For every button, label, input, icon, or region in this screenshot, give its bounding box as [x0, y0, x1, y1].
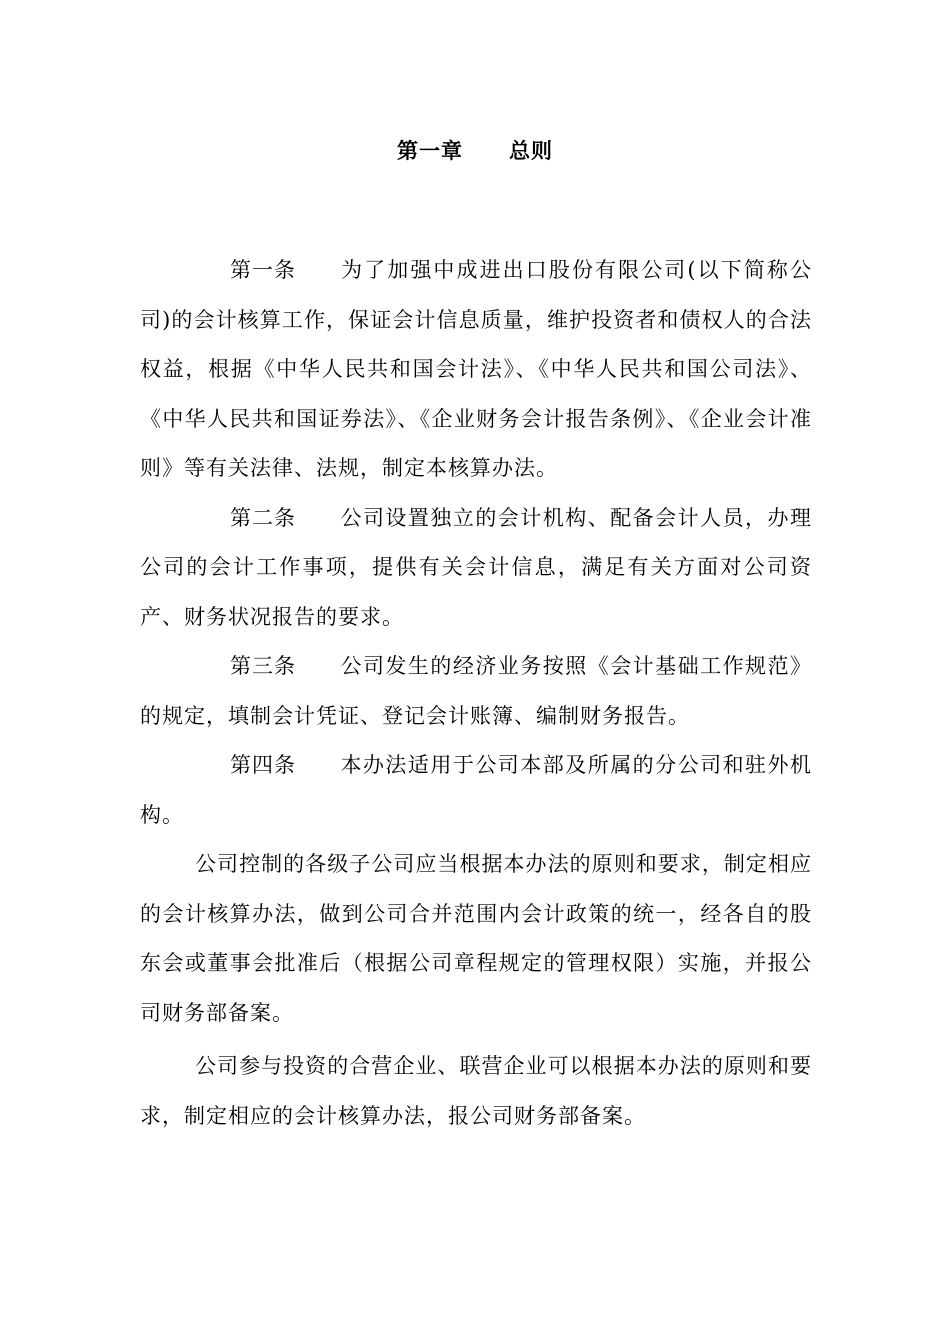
article-text: 本办法适用于公司本部及所属的分公司和驻外机构。 — [140, 753, 812, 827]
paragraph-joint-ventures: 公司参与投资的合营企业、联营企业可以根据本办法的原则和要求，制定相应的会计核算办法，报公司财务部备案。 — [140, 1054, 812, 1128]
chapter-number: 第一章 — [397, 138, 463, 163]
article-text: 公司设置独立的会计机构、配备会计人员，办理公司的会计工作事项，提供有关会计信息，满足有关方面对公司资产、财务状况报告的要求。 — [140, 505, 812, 629]
article-number: 第二条 — [230, 505, 296, 530]
article-3 — [140, 642, 812, 741]
article-text: 为了加强中成进出口股份有限公司(以下简称公司)的会计核算工作，保证会计信息质量，维护投资者和债权人的合法权益，根据《中华人民共和国会计法》、《中华人民共和国公司法》、《中华人民共和国证券法》、《企业财务会计报告条例》、《企业会计准则》等有关法律、法规，制定本核算办法。 — [140, 258, 812, 480]
article-4 — [140, 741, 812, 840]
chapter-body — [140, 246, 812, 1141]
chapter-heading — [0, 136, 950, 166]
article-number: 第三条 — [230, 654, 296, 678]
paragraph-subsidiaries: 公司控制的各级子公司应当根据本办法的原则和要求，制定相应的会计核算办法，做到公司合并范围内会计政策的统一，经各自的股东会或董事会批准后（根据公司章程规定的管理权限）实施，并报公司财务部备案。 — [140, 852, 812, 1025]
article-number: 第四条 — [230, 753, 296, 777]
article-2 — [140, 494, 812, 643]
article-1 — [140, 246, 812, 494]
article-number: 第一条 — [230, 258, 296, 282]
article-text: 公司发生的经济业务按照《会计基础工作规范》的规定，填制会计凭证、登记会计账簿、编制财务报告。 — [140, 654, 812, 728]
chapter-title: 总则 — [509, 138, 553, 163]
